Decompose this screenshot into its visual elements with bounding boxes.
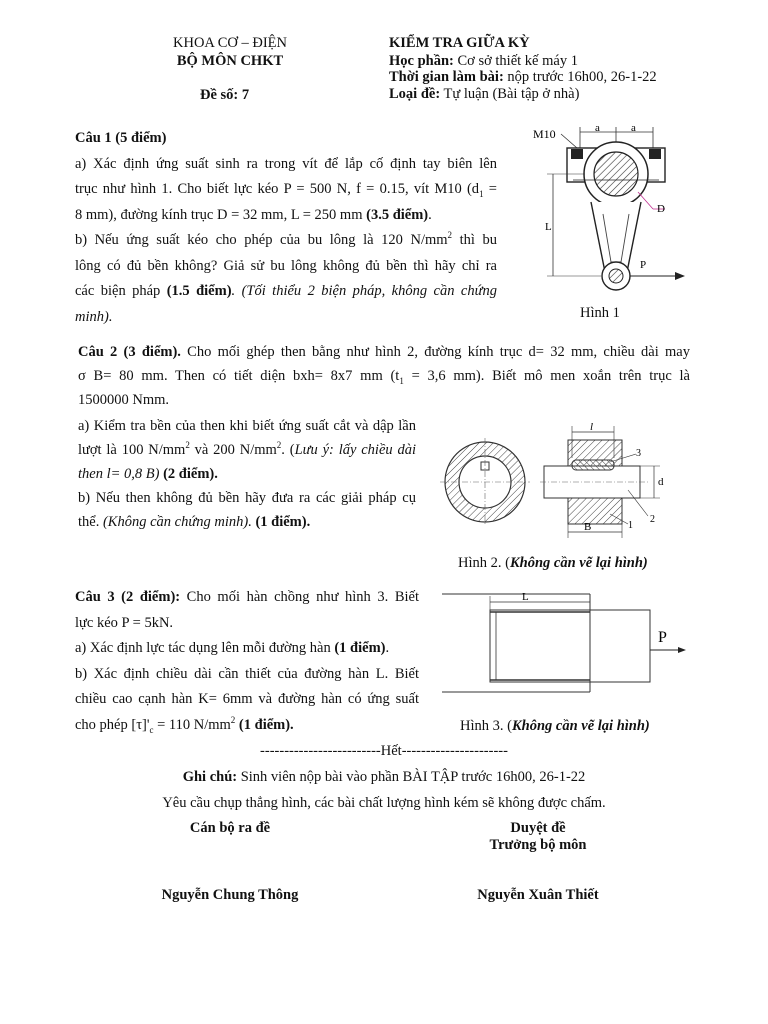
figure-3-lap-weld xyxy=(440,588,690,706)
q3-line-2: lực kéo P = 5kN. xyxy=(75,614,174,631)
fig1-label-m10: M10 xyxy=(533,127,556,141)
q2-a-line-1: a) Kiểm tra bền của then khi biết ứng suất cắt và dập lần xyxy=(78,418,416,434)
fig3-label-l: L xyxy=(522,591,529,603)
fig1-label-l: L xyxy=(545,221,552,233)
q2-b-line-2: thể. (Không cần chứng minh). (1 điểm). xyxy=(78,514,311,530)
fig2-label-3: 3 xyxy=(636,448,641,459)
q1-line-5: lông có đủ bền không? Giả sử bu lông không đủ bền thì hãy chỉ ra xyxy=(75,257,497,274)
q1-a-points: (3.5 điểm) xyxy=(366,206,429,223)
figure-1-connecting-rod xyxy=(525,122,695,300)
q1-line-3: 8 mm), đường kính trục D = 32 mm, L = 250 mm (3.5 điểm). xyxy=(75,206,432,223)
submission-note: Ghi chú: Sinh viên nộp bài vào phần BÀI TẬP trước 16h00, 26-1-22 xyxy=(182,769,586,785)
q2-line-2: σ B= 80 mm. Then có tiết diện bxh= 8x7 mm ($t_1 = 3,6$ mm). Biết mô men xoắn trên trục là xyxy=(78,368,690,386)
q1-heading: Câu 1 (5 điểm) xyxy=(75,130,167,146)
time-label: Thời gian làm bài: xyxy=(389,69,504,85)
photo-request: Yêu cầu chụp thẳng hình, các bài chất lượng hình kém sẽ không được chấm. xyxy=(162,795,606,811)
q1-line-6: các biện pháp (1.5 điểm). (Tối thiểu 2 biện pháp, không cần chứng xyxy=(75,283,497,299)
q2-heading: Câu 2 (3 điểm). xyxy=(78,344,181,360)
question-1 xyxy=(75,126,497,330)
q3-b-line-1: b) Xác định chiều dài cần thiết của đường hàn L. Biết xyxy=(75,665,419,682)
q1-b-note: . (Tối thiểu 2 biện pháp, không cần chứng xyxy=(231,283,497,299)
figure-2-key-joint xyxy=(440,418,690,546)
type-line xyxy=(389,85,579,103)
approver-title-1: Duyệt đề xyxy=(510,820,566,836)
q3-b-line-3: cho phép $[\tau]'_c = 110$ $N/mm^2$ (1 điểm). xyxy=(75,714,294,735)
q1-line-7: minh). xyxy=(75,308,113,325)
exam-title: KIỂM TRA GIỮA KỲ xyxy=(389,35,530,51)
approver-name: Nguyễn Xuân Thiết xyxy=(477,887,599,903)
author-name: Nguyễn Chung Thông xyxy=(161,887,299,903)
fig2-label-b: B xyxy=(584,521,592,533)
q3-a-line: a) Xác định lực tác dụng lên mỗi đường hàn (1 điểm). xyxy=(75,640,390,656)
q3-heading: Câu 3 (2 điểm): xyxy=(75,589,181,605)
fig2-label-l: l xyxy=(590,421,594,433)
figure-2-caption: Hình 2. (Không cần vẽ lại hình) xyxy=(458,555,648,571)
q1-line-1: a) Xác định ứng suất sinh ra trong vít để lắp cố định tay biên lên xyxy=(75,155,497,172)
question-3 xyxy=(75,585,419,738)
time-line xyxy=(389,68,657,86)
q3-line-1: Câu 3 (2 điểm): Cho mối hàn chồng như hình 3. Biết xyxy=(75,589,419,605)
type-label: Loại đề: xyxy=(389,86,441,102)
fig1-label-d: D xyxy=(657,203,665,215)
end-marker: -------------------------Hết---------------------- xyxy=(260,743,508,759)
exam-number: Đề số: 7 xyxy=(200,87,250,103)
fig2-label-2: 2 xyxy=(650,514,655,525)
q1-line-2: trục như hình 1. Cho biết lực kéo P = 500 N, f = 0.15, vít M10 ($d_1$ = xyxy=(75,181,497,199)
q2-line-1: Câu 2 (3 điểm). Cho mối ghép then bằng như hình 2, đường kính trục d= 32 mm, chiều dài may xyxy=(78,344,690,360)
fig1-label-a2: a xyxy=(631,122,636,134)
time-value: nộp trước 16h00, 26-1-22 xyxy=(503,69,657,85)
fig2-label-d: d xyxy=(658,476,664,488)
fig3-label-p: P xyxy=(658,629,667,646)
author-title: Cán bộ ra đề xyxy=(189,820,271,836)
fig1-label-a1: a xyxy=(595,122,600,134)
figure-1-caption: Hình 1 xyxy=(580,305,620,321)
question-2-tasks xyxy=(78,414,416,534)
approver-title-2: Trưởng bộ môn xyxy=(489,837,587,853)
fig1-label-p: P xyxy=(640,259,647,271)
question-2-intro xyxy=(78,340,690,412)
fig2-label-1: 1 xyxy=(628,520,633,531)
q2-a-line-2: lượt là 100 $N/mm^2$ và 200 $N/mm^2$. (Lưu ý: lấy chiều dài xyxy=(78,440,416,458)
department-name: BỘ MÔN CHKT xyxy=(176,53,284,69)
q2-b-line-1: b) Nếu then không đủ bền hãy đưa ra các giải pháp cụ xyxy=(78,490,416,506)
course-label: Học phần: xyxy=(389,53,454,69)
q2-line-3: 1500000 Nmm. xyxy=(78,392,170,408)
q3-b-line-2: chiều cao cạnh hàn K= 6mm và đường hàn có ứng suất xyxy=(75,691,419,707)
course-value: Cơ sở thiết kế máy 1 xyxy=(453,53,578,69)
figure-3-caption: Hình 3. (Không cần vẽ lại hình) xyxy=(460,718,650,734)
faculty-name: KHOA CƠ – ĐIỆN xyxy=(173,35,287,51)
q1-line-4: b) Nếu ứng suất kéo cho phép của bu lông là 120 $N/mm^2$ thì bu xyxy=(75,230,497,248)
q1-b-points: (1.5 điểm) xyxy=(166,283,232,299)
type-value: Tự luận (Bài tập ở nhà) xyxy=(440,86,580,102)
q2-a-line-3: then l= 0,8 B) (2 điểm). xyxy=(78,466,218,482)
